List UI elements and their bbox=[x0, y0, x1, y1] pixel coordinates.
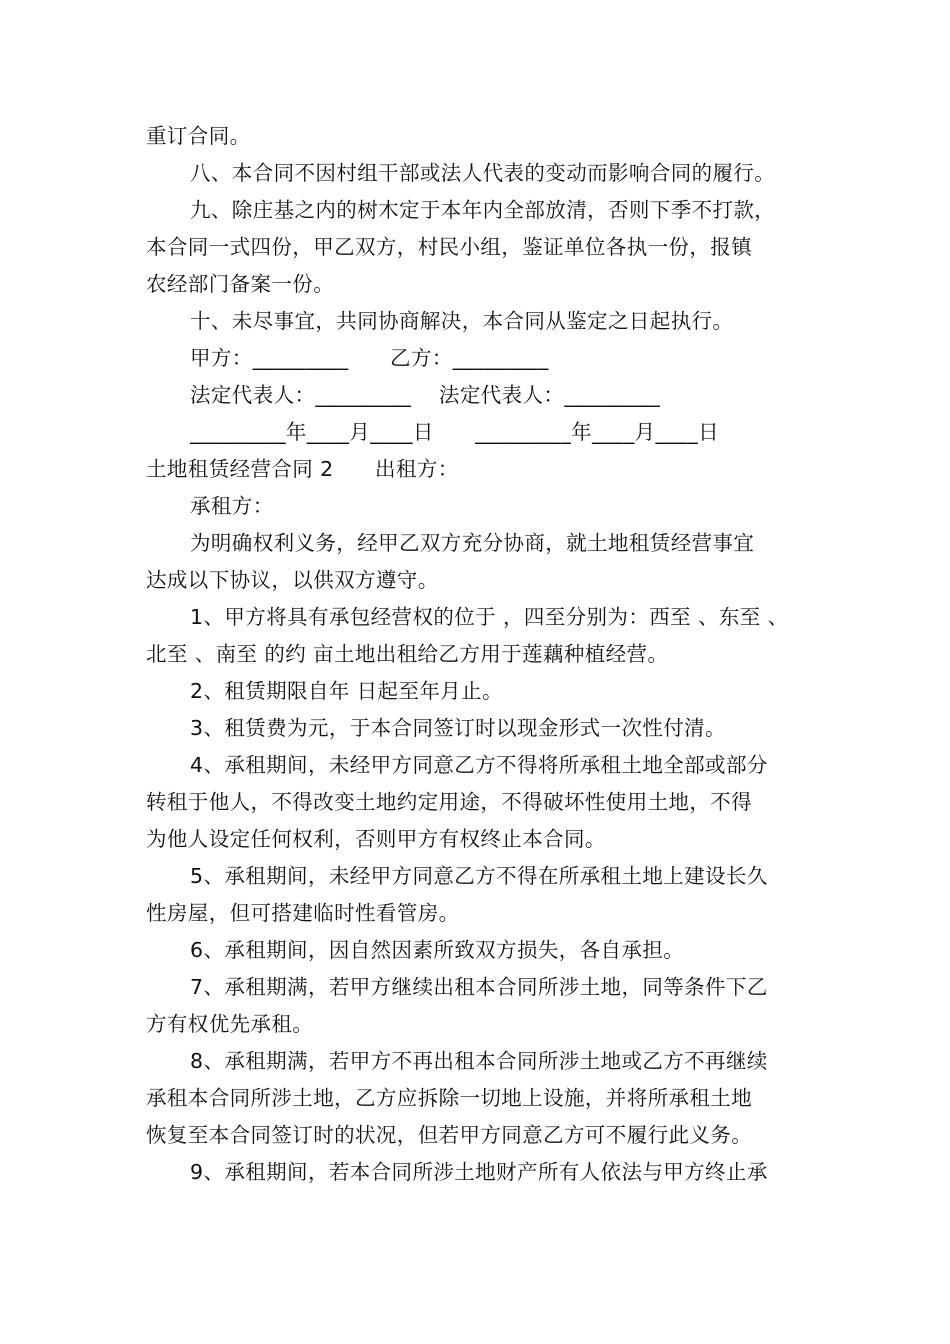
text-line: 6、承租期间，因自然因素所致双方损失，各自承担。 bbox=[190, 938, 685, 962]
text-line: 农经部门备案一份。 bbox=[146, 272, 335, 296]
signature-line: 甲方：_________ 乙方：_________ bbox=[190, 346, 549, 370]
text-line: 9、承租期间，若本合同所涉土地财产所有人依法与甲方终止承 bbox=[190, 1160, 768, 1184]
text-line: 7、承租期满，若甲方继续出租本合同所涉土地，同等条件下乙 bbox=[190, 975, 768, 999]
text-line: 3、租赁费为元，于本合同签订时以现金形式一次性付清。 bbox=[190, 716, 726, 740]
text-line: 本合同一式四份，甲乙双方，村民小组，鉴证单位各执一份，报镇 bbox=[146, 235, 753, 259]
text-line: 达成以下协议，以供双方遵守。 bbox=[146, 568, 439, 592]
text-line: 5、承租期间，未经甲方同意乙方不得在所承租土地上建设长久 bbox=[190, 864, 768, 888]
text-line: 方有权优先承租。 bbox=[146, 1012, 314, 1036]
text-line: 为他人设定任何权利，否则甲方有权终止本合同。 bbox=[146, 827, 606, 851]
text-line: 九、除庄基之内的树木定于本年内全部放清，否则下季不打款， bbox=[190, 198, 776, 222]
text-line: 八、本合同不因村组干部或法人代表的变动而影响合同的履行。 bbox=[190, 161, 776, 185]
text-line: 北至 、南至 的约 亩土地出租给乙方用于莲藕种植经营。 bbox=[146, 642, 669, 666]
signature-line: 法定代表人：_________ 法定代表人：_________ bbox=[190, 383, 661, 407]
text-line: 性房屋，但可搭建临时性看管房。 bbox=[146, 901, 460, 925]
text-line: 2、租赁期限自年 日起至年月止。 bbox=[190, 679, 503, 703]
date-line: _________年____月____日 _________年____月____日 bbox=[190, 420, 719, 444]
contract-title: 土地租赁经营合同 2 出租方： bbox=[146, 457, 459, 481]
text-line: 承租本合同所涉土地，乙方应拆除一切地上设施，并将所承租土地 bbox=[146, 1086, 753, 1110]
text-line: 十、未尽事宜，共同协商解决，本合同从鉴定之日起执行。 bbox=[190, 309, 734, 333]
text-line: 8、承租期满，若甲方不再出租本合同所涉土地或乙方不再继续 bbox=[190, 1049, 768, 1073]
text-line: 为明确权利义务，经甲乙双方充分协商，就土地租赁经营事宜 bbox=[190, 531, 755, 555]
text-line: 1、甲方将具有承包经营权的位于 ，四至分别为：西至 、东至 、 bbox=[190, 605, 789, 629]
text-line: 承租方： bbox=[190, 494, 274, 518]
text-line: 转租于他人，不得改变土地约定用途，不得破坏性使用土地，不得 bbox=[146, 790, 753, 814]
text-line: 恢复至本合同签订时的状况，但若甲方同意乙方可不履行此义务。 bbox=[146, 1123, 753, 1147]
text-line: 4、承租期间，未经甲方同意乙方不得将所承租土地全部或部分 bbox=[190, 753, 768, 777]
text-line: 重订合同。 bbox=[146, 124, 251, 148]
